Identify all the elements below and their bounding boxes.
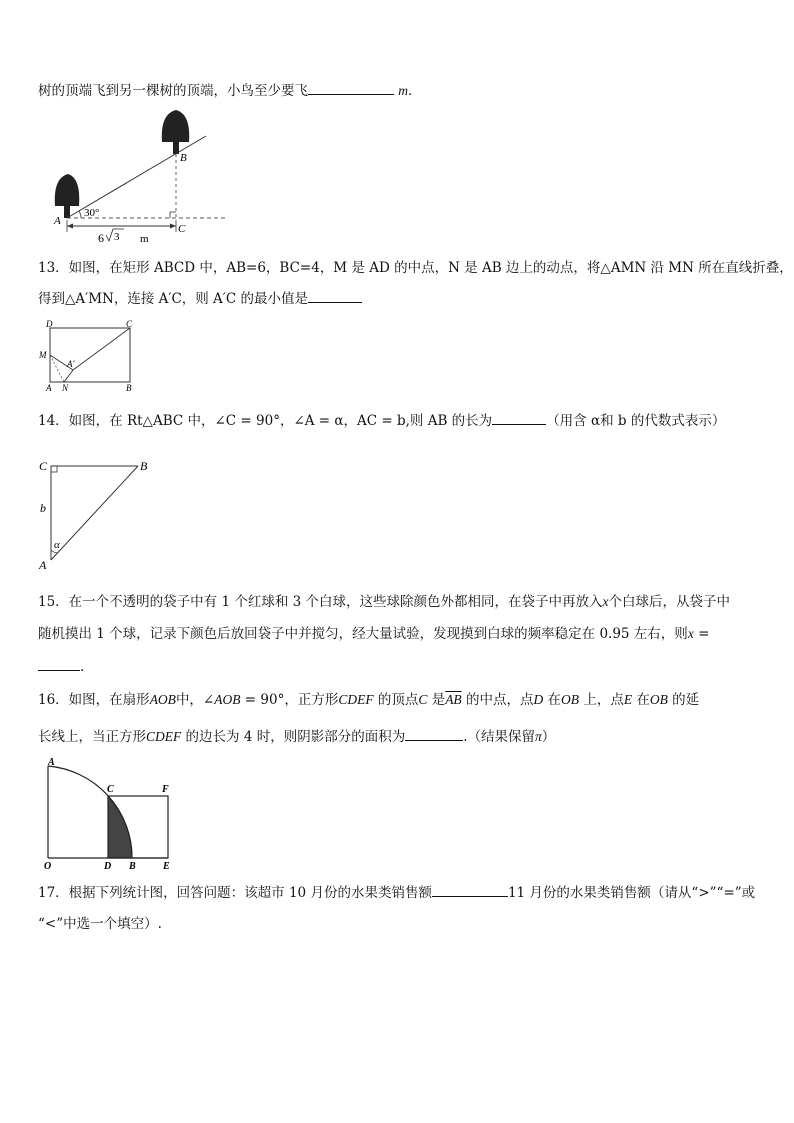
q14-label-A: A	[39, 558, 47, 572]
q12-unit: m	[398, 83, 409, 98]
q16-text-2a: 长线上，当正方形	[38, 729, 146, 745]
q16-text-2c: .（结果保留	[463, 729, 536, 745]
q14-text-b: （用含 α和 b 的代数式表示）	[546, 413, 726, 429]
q16-text-1d: 的顶点	[373, 692, 419, 708]
q12-label-A: A	[54, 215, 61, 227]
q15-text-1b: 个白球后，从袋子中	[608, 594, 731, 610]
q16-text-2b: 的边长为 4 时，则阴影部分的面积为	[181, 729, 406, 745]
q16-text-1a: 16．如图，在扇形	[38, 692, 150, 708]
q16-label-E: E	[163, 861, 170, 872]
q16-label-B: B	[129, 861, 136, 872]
q16-line-2	[38, 726, 555, 747]
q13-answer-blank[interactable]	[308, 288, 362, 303]
q14-label-B: B	[140, 459, 148, 473]
q16-d: D	[533, 692, 544, 707]
q16-text-1c: = 90°，正方形	[240, 692, 339, 708]
q13-label-B: B	[126, 383, 132, 393]
q13-label-A: A	[46, 383, 52, 393]
q16-ob: OB	[561, 692, 580, 707]
q15-line-1	[38, 592, 730, 612]
q12-dist-unit: m	[140, 233, 149, 245]
q16-answer-blank[interactable]	[405, 726, 463, 741]
q15-end: .	[80, 659, 85, 675]
shaded-region	[108, 796, 132, 858]
q13-label-N: N	[62, 383, 69, 393]
q12-end: ．	[408, 83, 422, 99]
q16-label-O: O	[44, 861, 52, 872]
q12-label-C: C	[178, 223, 186, 235]
q15-var-x-2: x	[687, 626, 694, 641]
q16-aob-2: AOB	[214, 692, 241, 707]
q15-var-x: x	[602, 594, 609, 609]
q14-line	[38, 410, 725, 431]
q15-answer-blank[interactable]	[38, 656, 80, 671]
q16-text-1i: 在	[632, 692, 650, 708]
q14-triangle-figure	[36, 456, 156, 574]
q16-text-1b: 中，∠	[175, 692, 215, 708]
q17-answer-blank[interactable]	[432, 882, 508, 897]
q13-line-2	[38, 288, 362, 309]
q12-answer-blank[interactable]	[308, 80, 394, 95]
q13-label-M: M	[39, 350, 47, 360]
q12-angle-label: 30°	[84, 207, 100, 219]
q16-sector-figure	[36, 756, 186, 870]
q16-label-D: D	[104, 861, 112, 872]
q14-label-C: C	[39, 459, 48, 473]
q15-text-2b: =	[693, 626, 710, 642]
q17-line-2	[38, 914, 162, 934]
q12-dist-num: 6	[98, 231, 104, 245]
q12-text-line	[38, 80, 422, 101]
q16-label-A: A	[48, 757, 55, 768]
q16-line-1	[38, 690, 699, 710]
q17-text-1b: 11 月份的水果类销售额（请从“>”“=”或	[507, 885, 756, 901]
right-tree-crown-icon	[162, 110, 189, 142]
q16-text-1j: 的延	[667, 692, 700, 708]
left-tree-trunk-icon	[64, 205, 70, 218]
q13-text-2: 得到△A′MN，连接 A′C，则 A′C 的最小值是	[38, 291, 308, 307]
q16-e: E	[623, 692, 633, 707]
q17-text-1a: 17．根据下列统计图，回答问题：该超市 10 月份的水果类销售额	[38, 885, 432, 901]
q16-cdef-2: CDEF	[146, 729, 182, 744]
q16-label-C: C	[107, 784, 114, 795]
q14-answer-blank[interactable]	[492, 410, 546, 425]
q16-pi: π	[535, 729, 542, 744]
q12-trees-figure	[48, 108, 238, 248]
q15-text-2a: 随机摸出 1 个球，记录下颜色后放回袋子中并搅匀，经大量试验，发现摸到白球的频率稳定在 0.95 左右，则	[38, 626, 688, 642]
q13-label-C: C	[126, 319, 133, 329]
q14-text-a: 14．如图，在 Rt△ABC 中，∠C = 90°，∠A = α，AC = b,则 AB 的长为	[38, 413, 493, 429]
q16-text-1h: 上，点	[579, 692, 624, 708]
q13-line-1	[38, 258, 793, 278]
q15-line-2	[38, 624, 709, 644]
q14-label-b: b	[40, 501, 46, 515]
q12-text: 树的顶端飞到另一棵树的顶端，小鸟至少要飞	[38, 83, 308, 99]
q16-text-1g: 在	[543, 692, 562, 708]
q16-text-2d: ）	[541, 729, 556, 745]
q17-line-1	[38, 882, 755, 903]
q13-label-A1: A'	[67, 359, 75, 369]
q16-c: C	[418, 692, 428, 707]
q12-label-B: B	[180, 152, 187, 164]
q12-dist-root: 3	[114, 231, 120, 243]
left-tree-crown-icon	[55, 174, 80, 206]
q13-text-1: 13．如图，在矩形 ABCD 中，AB=6，BC=4，M 是 AD 的中点，N 是 AB 边上的动点，将△AMN 沿 MN 所在直线折叠，	[38, 260, 793, 276]
q16-cdef: CDEF	[338, 692, 374, 707]
q16-label-F: F	[162, 784, 169, 795]
q16-text-1f: 的中点，点	[461, 692, 534, 708]
q16-arc-ab: $\overline{AB}$	[445, 692, 462, 707]
q17-text-2: “<”中选一个填空）.	[38, 916, 162, 932]
q16-ob-2: OB	[649, 692, 668, 707]
q13-label-D: D	[46, 319, 53, 329]
q16-aob: AOB	[149, 692, 176, 707]
q15-line-3	[38, 656, 84, 677]
q13-rectangle-figure	[36, 318, 146, 394]
q15-text-1a: 15．在一个不透明的袋子中有 1 个红球和 3 个白球，这些球除颜色外都相同，在袋子中再放入	[38, 594, 603, 610]
q14-label-alpha: α	[54, 539, 60, 551]
q16-text-1e: 是	[427, 692, 446, 708]
